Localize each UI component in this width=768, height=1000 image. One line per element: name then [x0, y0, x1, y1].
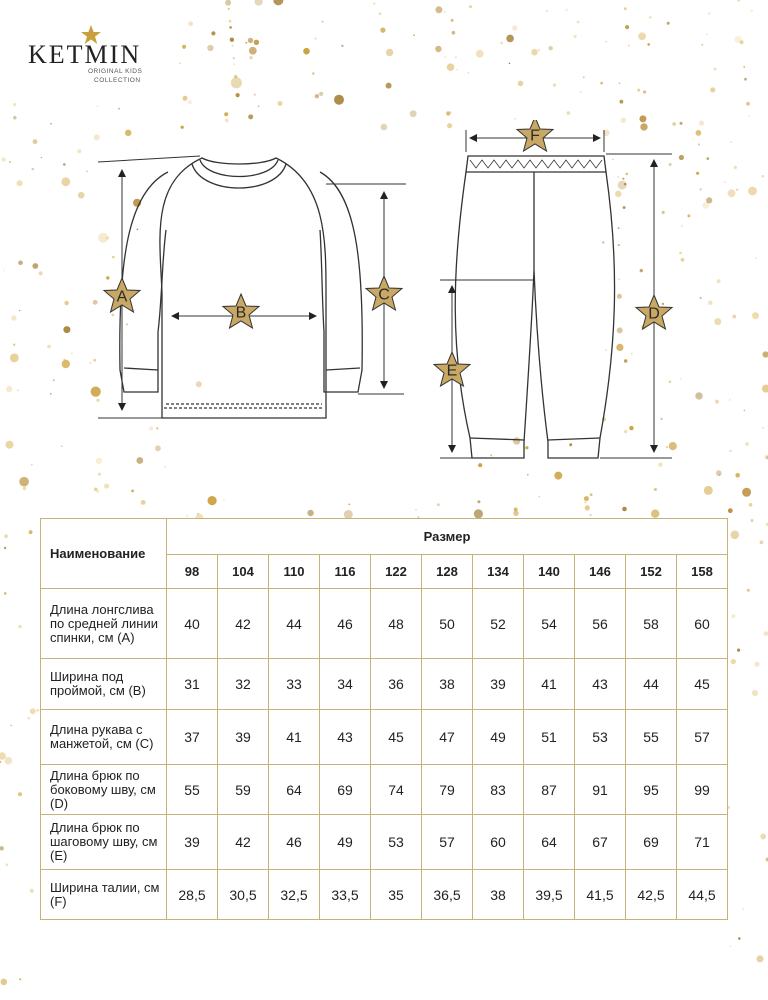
measure-label-a: A [116, 288, 128, 306]
row-label: Длина брюк по боковому шву, см (D) [41, 765, 167, 815]
measure-label-f: F [530, 127, 540, 145]
table-cell: 57 [677, 710, 728, 765]
table-row [41, 659, 728, 710]
row-label: Ширина талии, см (F) [41, 870, 167, 920]
table-cell: 56 [575, 589, 626, 659]
brand-tagline-2: COLLECTION [94, 77, 141, 84]
table-cell: 42 [218, 815, 269, 870]
table-cell: 42 [218, 589, 269, 659]
measure-star-b [223, 294, 259, 328]
measure-label-c: C [378, 286, 390, 304]
table-cell: 83 [473, 765, 524, 815]
brand-logo [28, 40, 158, 90]
table-row [41, 765, 728, 815]
table-cell: 59 [218, 765, 269, 815]
table-cell: 44 [269, 589, 320, 659]
measure-label-e: E [446, 362, 458, 380]
table-row [41, 710, 728, 765]
table-cell: 44 [626, 659, 677, 710]
table-cell: 39 [218, 710, 269, 765]
table-row [41, 589, 728, 659]
table-cell: 99 [677, 765, 728, 815]
table-cell: 30,5 [218, 870, 269, 920]
table-cell: 33 [269, 659, 320, 710]
table-cell: 40 [167, 589, 218, 659]
table-row [41, 870, 728, 920]
table-cell: 38 [473, 870, 524, 920]
pants-sketch [455, 156, 614, 458]
size-header-104: 104 [218, 555, 269, 589]
size-header-140: 140 [524, 555, 575, 589]
table-cell: 41 [269, 710, 320, 765]
table-cell: 33,5 [320, 870, 371, 920]
table-cell: 79 [422, 765, 473, 815]
size-header-152: 152 [626, 555, 677, 589]
size-header-122: 122 [371, 555, 422, 589]
table-cell: 60 [677, 589, 728, 659]
table-cell: 52 [473, 589, 524, 659]
table-cell: 57 [422, 815, 473, 870]
measure-star-f [517, 120, 553, 151]
size-header-134: 134 [473, 555, 524, 589]
table-cell: 58 [626, 589, 677, 659]
table-cell: 48 [371, 589, 422, 659]
table-cell: 64 [269, 765, 320, 815]
table-cell: 91 [575, 765, 626, 815]
table-cell: 44,5 [677, 870, 728, 920]
table-cell: 42,5 [626, 870, 677, 920]
table-row [41, 815, 728, 870]
table-cell: 36 [371, 659, 422, 710]
longsleeve-sketch [120, 158, 363, 418]
row-label: Длина лонгслива по средней линии спинки, см (A) [41, 589, 167, 659]
size-header-110: 110 [269, 555, 320, 589]
table-cell: 49 [473, 710, 524, 765]
table-cell: 87 [524, 765, 575, 815]
table-cell: 28,5 [167, 870, 218, 920]
table-cell: 38 [422, 659, 473, 710]
row-label: Ширина под проймой, см (B) [41, 659, 167, 710]
table-cell: 41,5 [575, 870, 626, 920]
table-cell: 95 [626, 765, 677, 815]
table-cell: 51 [524, 710, 575, 765]
size-header-146: 146 [575, 555, 626, 589]
table-cell: 64 [524, 815, 575, 870]
row-label: Длина рукава с манжетой, см (C) [41, 710, 167, 765]
size-chart-table [40, 518, 728, 920]
table-cell: 60 [473, 815, 524, 870]
table-cell: 39 [167, 815, 218, 870]
table-cell: 31 [167, 659, 218, 710]
size-header-128: 128 [422, 555, 473, 589]
measure-label-b: B [235, 304, 247, 322]
table-cell: 69 [626, 815, 677, 870]
name-column-header: Наименование [41, 519, 167, 589]
table-cell: 45 [371, 710, 422, 765]
table-cell: 53 [371, 815, 422, 870]
table-cell: 50 [422, 589, 473, 659]
table-cell: 49 [320, 815, 371, 870]
measure-label-d: D [648, 305, 660, 323]
table-cell: 74 [371, 765, 422, 815]
table-cell: 69 [320, 765, 371, 815]
table-cell: 55 [167, 765, 218, 815]
table-cell: 36,5 [422, 870, 473, 920]
size-header-116: 116 [320, 555, 371, 589]
size-group-header: Размер [167, 519, 728, 555]
garment-measurement-diagram [0, 120, 768, 480]
table-cell: 35 [371, 870, 422, 920]
table-cell: 32 [218, 659, 269, 710]
brand-tagline-1: ORIGINAL KIDS [88, 68, 143, 75]
table-cell: 43 [320, 710, 371, 765]
table-cell: 47 [422, 710, 473, 765]
table-cell: 53 [575, 710, 626, 765]
table-cell: 46 [269, 815, 320, 870]
row-label: Длина брюк по шаговому шву, см (E) [41, 815, 167, 870]
table-cell: 43 [575, 659, 626, 710]
brand-name: KETMIN [28, 40, 142, 69]
table-cell: 39 [473, 659, 524, 710]
table-cell: 71 [677, 815, 728, 870]
size-header-98: 98 [167, 555, 218, 589]
table-cell: 54 [524, 589, 575, 659]
table-cell: 34 [320, 659, 371, 710]
table-cell: 67 [575, 815, 626, 870]
size-header-158: 158 [677, 555, 728, 589]
table-cell: 32,5 [269, 870, 320, 920]
table-cell: 45 [677, 659, 728, 710]
table-cell: 46 [320, 589, 371, 659]
table-cell: 39,5 [524, 870, 575, 920]
table-cell: 55 [626, 710, 677, 765]
table-cell: 41 [524, 659, 575, 710]
table-cell: 37 [167, 710, 218, 765]
